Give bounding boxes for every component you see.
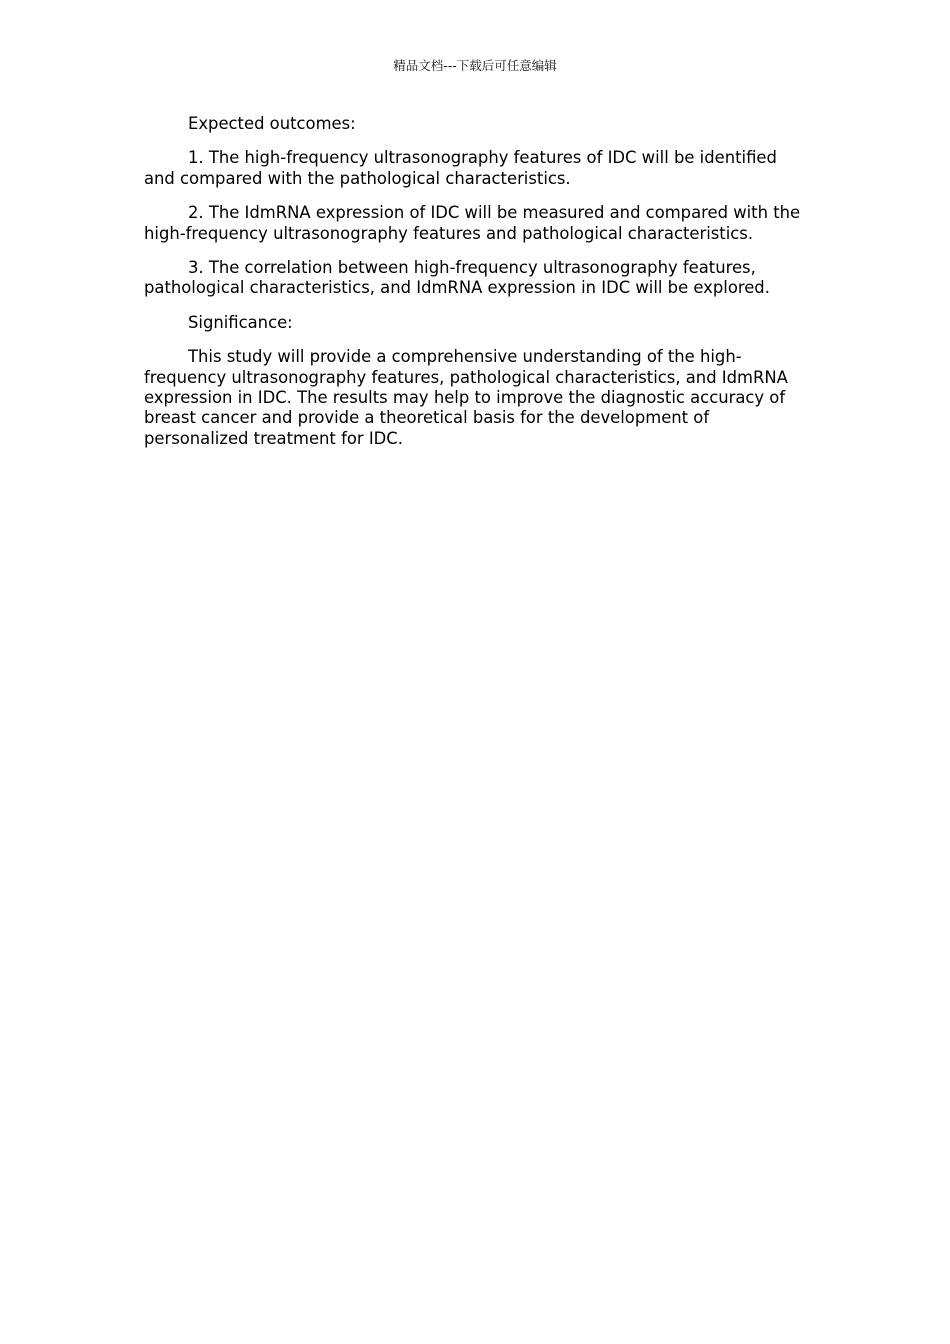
outcome-item-2: 2. The IdmRNA expression of IDC will be measured and compared with the high-frequency ultrasonography features and pathological characteristics. <box>144 203 801 243</box>
significance-paragraph: This study will provide a comprehensive understanding of the high-frequency ultrasonography features, pathological characteristics, and IdmRNA expression in IDC. The results may help to improve the diagnostic accuracy of breast cancer and provide a theoretical basis for the development of personalized treatment for IDC. <box>144 347 788 448</box>
significance-heading: Significance: <box>188 312 293 332</box>
page-header: 精品文档---下载后可任意编辑 <box>393 58 557 73</box>
expected-outcomes-heading: Expected outcomes: <box>188 114 356 133</box>
outcome-item-1: 1. The high-frequency ultrasonography features of IDC will be identified and compared with the pathological characteristics. <box>144 148 777 188</box>
outcome-item-3: 3. The correlation between high-frequency ultrasonography features, pathological characteristics, and IdmRNA expression in IDC will be explored. <box>144 258 770 298</box>
document-body <box>144 114 806 463</box>
